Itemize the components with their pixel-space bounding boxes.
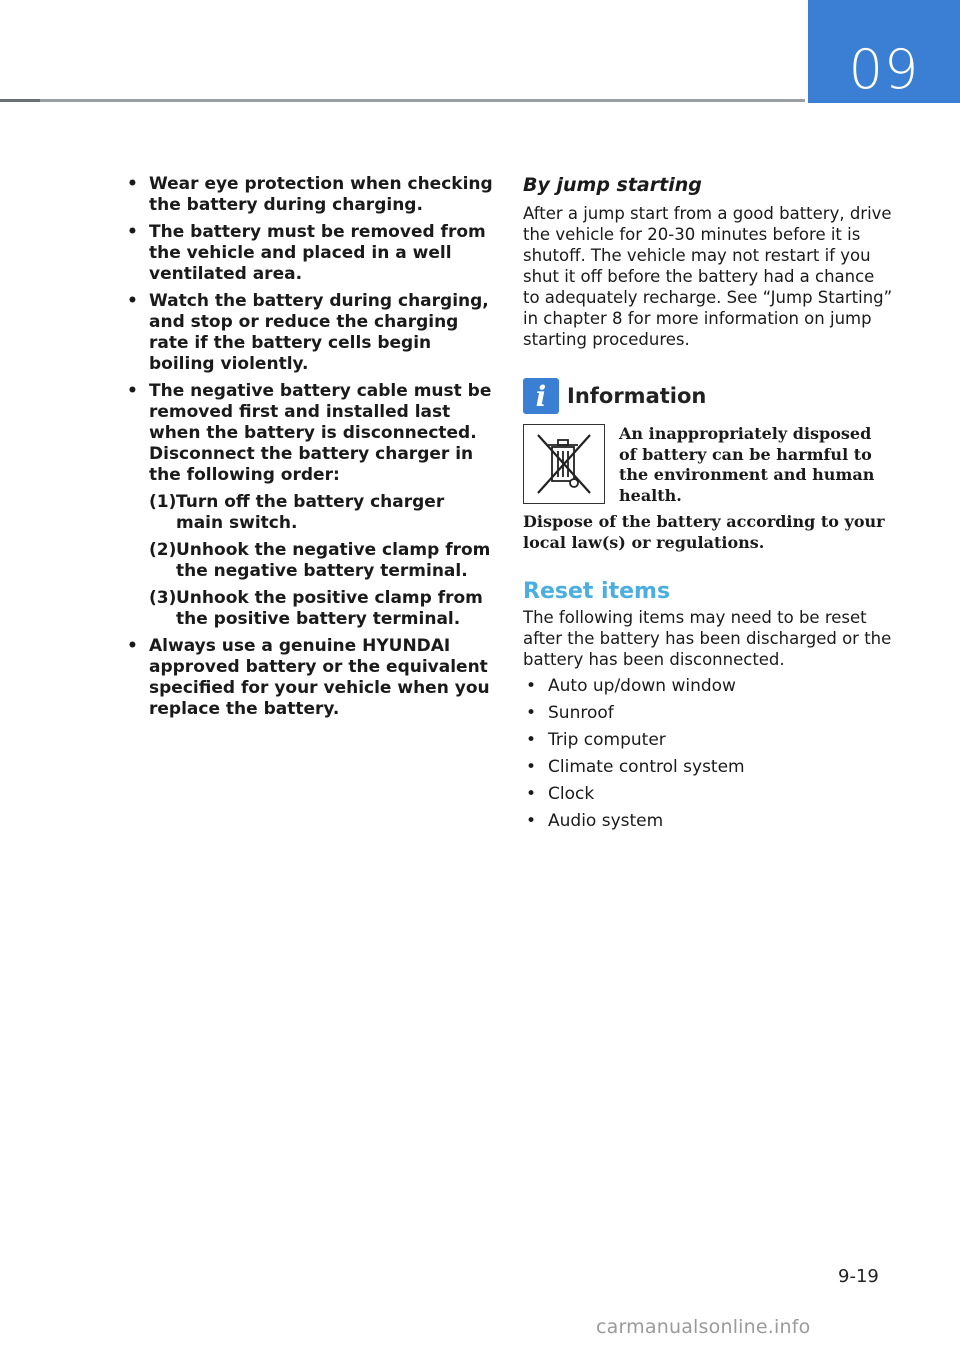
bullet-item [123,636,493,720]
bullet-text: Wear eye protection when checking the battery during charging. [149,174,493,215]
list-item-text: Clock [548,784,595,804]
list-item-text: Sunroof [548,703,614,723]
step-item [149,492,493,534]
jump-start-heading: By jump starting [523,174,702,196]
chapter-tab: 09 [808,0,960,103]
list-item [523,703,893,724]
bullet-text: The negative battery cable must be removed first and installed last when the battery is disconnected. Disconnect the battery charger in the following order: [149,381,492,485]
step-number: (2) [149,540,177,560]
reset-items-heading: Reset items [523,579,671,604]
jump-start-text: After a jump start from a good battery, drive the vehicle for 20-30 minutes before it is shutoff. The vehicle may not restart if you shut it off before the battery had a chance to adequately recharge. See “Jump Starting” in chapter 8 for more information on jump starting procedures. [523,204,893,349]
left-column [123,174,493,726]
bullet-dot: • [127,381,138,401]
information-icon: i [523,378,559,414]
step-text: Turn off the battery charger main switch. [176,492,445,533]
bullet-item [123,222,493,285]
bullet-text: The battery must be removed from the vehicle and placed in a well ventilated area. [149,222,486,284]
step-number: (3) [149,588,177,608]
watermark: carmanualsonline.info [596,1316,811,1338]
list-item-text: Audio system [548,811,664,831]
information-note: Dispose of the battery according to your local law(s) or regulations. [523,512,885,552]
bullet-item [123,291,493,375]
step-number: (1) [149,492,177,512]
bullet-dot: • [526,703,537,723]
bullet-dot: • [526,757,537,777]
information-body [523,424,893,504]
reset-items-list [523,676,893,832]
list-item [523,676,893,697]
list-item [523,757,893,778]
information-header [523,376,893,416]
step-item [149,588,493,630]
step-text: Unhook the positive clamp from the positive battery terminal. [176,588,483,629]
bullet-text: Watch the battery during charging, and stop or reduce the charging rate if the battery cells begin boiling violently. [149,291,489,374]
bullet-dot: • [526,811,537,831]
list-item-text: Auto up/down window [548,676,736,696]
bullet-dot: • [526,730,537,750]
bullet-dot: • [127,174,138,194]
information-title: Information [567,384,707,408]
bullet-dot: • [526,784,537,804]
list-item-text: Climate control system [548,757,745,777]
bullet-dot: • [127,291,138,311]
bullet-text: Always use a genuine HYUNDAI approved battery or the equivalent specified for your vehicle when you replace the battery. [149,636,490,719]
bullet-dot: • [127,222,138,242]
list-item [523,811,893,832]
step-text: Unhook the negative clamp from the negative battery terminal. [176,540,491,581]
bullet-dot: • [526,676,537,696]
header-rule [0,99,805,102]
bullet-item [123,381,493,486]
list-item [523,784,893,805]
header-rule-accent [0,99,40,102]
page-number: 9-19 [838,1266,879,1287]
information-text: An inappropriately disposed of battery can be harmful to the environment and human health. [619,424,875,505]
step-item [149,540,493,582]
bullet-item [123,174,493,216]
list-item [523,730,893,751]
list-item-text: Trip computer [548,730,666,750]
reset-items-text: The following items may need to be reset after the battery has been discharged or the battery has been disconnected. [523,608,892,669]
bullet-dot: • [127,636,138,656]
right-column [523,173,893,838]
crossed-bin-icon [523,424,605,504]
